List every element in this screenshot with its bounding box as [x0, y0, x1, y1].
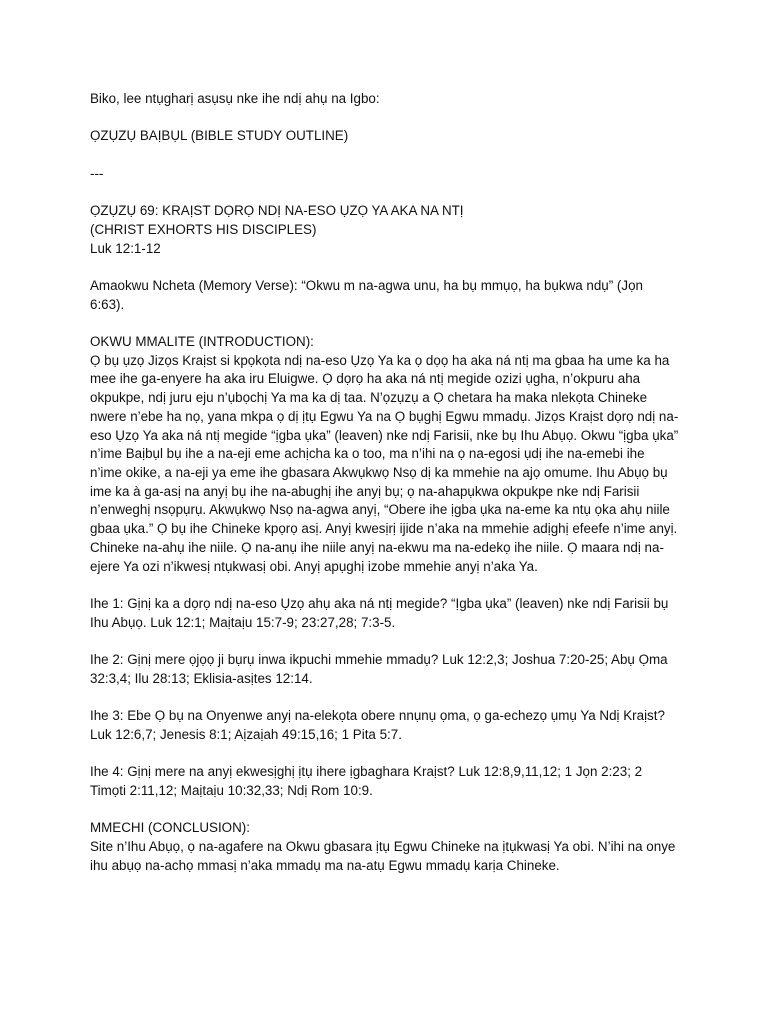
memory-verse: Amaokwu Ncheta (Memory Verse): “Okwu m na-agwa unu, ha bụ mmụọ, ha bụkwa ndụ” (Jọn 6:63). — [90, 277, 643, 312]
conclusion-section — [90, 819, 680, 875]
lesson-title: ỌZỤZỤ 69: KRAỊST DỌRỌ NDỊ NA-ESO ỤZỌ YA AKA NA NTỊ — [90, 203, 464, 219]
lesson-subtitle: (CHRIST EXHORTS HIS DISCIPLES) — [90, 221, 317, 237]
document-page — [90, 90, 680, 894]
conclusion-heading: MMECHI (CONCLUSION): — [90, 820, 250, 836]
point-1: Ihe 1: Gịnị ka a dọrọ ndị na-eso Ụzọ ahụ aka ná ntị megide? “Ịgba ụka” (leaven) nke ndị Farisii bụ Ihu Abụọ. Luk 12:1; Maịtaịu 15:7-9; 23:27,28; 7:3-5. — [90, 595, 669, 630]
lesson-header — [90, 202, 680, 258]
point-3: Ihe 3: Ebe Ọ bụ na Onyenwe anyị na-elekọta obere nnụnụ ọma, ọ ga-echezọ ụmụ Ya Ndị Kraịst? Luk 12:6,7; Jenesis 8:1; Aịzaịah 49:15,16; 1 Pita 5:7. — [90, 708, 665, 742]
introduction-section — [90, 333, 680, 576]
lesson-reference: Luk 12:1-12 — [90, 240, 161, 256]
point-2: Ihe 2: Gịnị mere ọjọọ ji bụrụ inwa ikpuchi mmehie mmadụ? Luk 12:2,3; Joshua 7:20-25; Abụ Ọma 32:3,4; Ilu 28:13; Eklisia-asịtes 12:14. — [90, 651, 668, 686]
outline-title: ỌZỤZỤ BAỊBỤL (BIBLE STUDY OUTLINE) — [90, 128, 349, 144]
conclusion-body: Site n’Ihu Abụọ, ọ na-agafere na Okwu gbasara ịtụ Egwu Chineke na ịtụkwasị Ya obi. N’ihi na onye ihu abụọ na-achọ mmasị n’aka mmadụ ma na-atụ Egwu mmadụ karịa Chineke. — [90, 838, 676, 873]
point-4: Ihe 4: Gịnị mere na anyị ekwesịghị ịtụ ihere ịgbaghara Kraịst? Luk 12:8,9,11,12; 1 Jọn 2:23; 2 Timọti 2:11,12; Maịtaịu 10:32,33; Ndị Rom 10:9. — [90, 764, 643, 798]
intro-request: Biko, lee ntụgharị asụsụ nke ihe ndị ahụ na Igbo: — [90, 91, 380, 106]
introduction-heading: OKWU MMALITE (INTRODUCTION): — [90, 334, 314, 350]
introduction-body: Ọ bụ ụzọ Jizọs Kraịst si kpọkọta ndị na-eso Ụzọ Ya ka ọ dọọ ha aka ná ntị ma gbaa ha ume ka ha mee ihe ga-enyere ha aka iru Eluigwe. Ọ dọrọ ha aka ná ntị megide ozizi ụgha, n’okpuru aha okpukpe, ndị juru eju n’ụbọchị Ya ma ka dị taa. N’ọzụzụ a Ọ chetara ha maka nlekọta Chineke nwere n’ebe ha nọ, yana mkpa ọ dị ịtụ Egwu Ya na Ọ bụghị Egwu mmadụ. Jizọs Kraịst dọrọ ndị na-eso Ụzọ Ya aka ná ntị megide “ịgba ụka” (leaven) nke ndị Farisii, nke bụ Ihu Abụọ. Okwu “ịgba ụka” n’ime Baịbụl bụ ihe a na-eji eme achịcha ka o too, ma n’ihi na ọ na-egosi ụdị ihe na-emebi ihe n’ime okike, a na-eji ya eme ihe gbasara Akwụkwọ Nsọ dị ka mmehie na ajọ omume. Ihu Abụọ bụ ime ka à ga-asị na anyị bụ ihe na-abughị ihe anyị bụ; ọ na-ahapụkwa okpukpe nke ndị Farisii n’enweghị nsọpụrụ. Akwụkwọ Nsọ na-agwa anyị, “Obere ihe ịgba ụka na-eme ka ntụ ọka ahụ niile gbaa ụka.” Ọ bụ ihe Chineke kpọrọ asị. Anyị kwesịrị ijide n’aka na mmehie adịghị efeefe n’ime anyị. Chineke na-ahụ ihe niile. Ọ na-anụ ihe niile anyị na-ekwu ma na-edekọ ihe niile. Ọ maara ndị na-ejere Ya ozi n’ikwesị ntụkwasị obi. Anyị apụghị izobe mmehie anyị n’aka Ya. — [90, 352, 679, 574]
separator: --- — [90, 165, 104, 181]
